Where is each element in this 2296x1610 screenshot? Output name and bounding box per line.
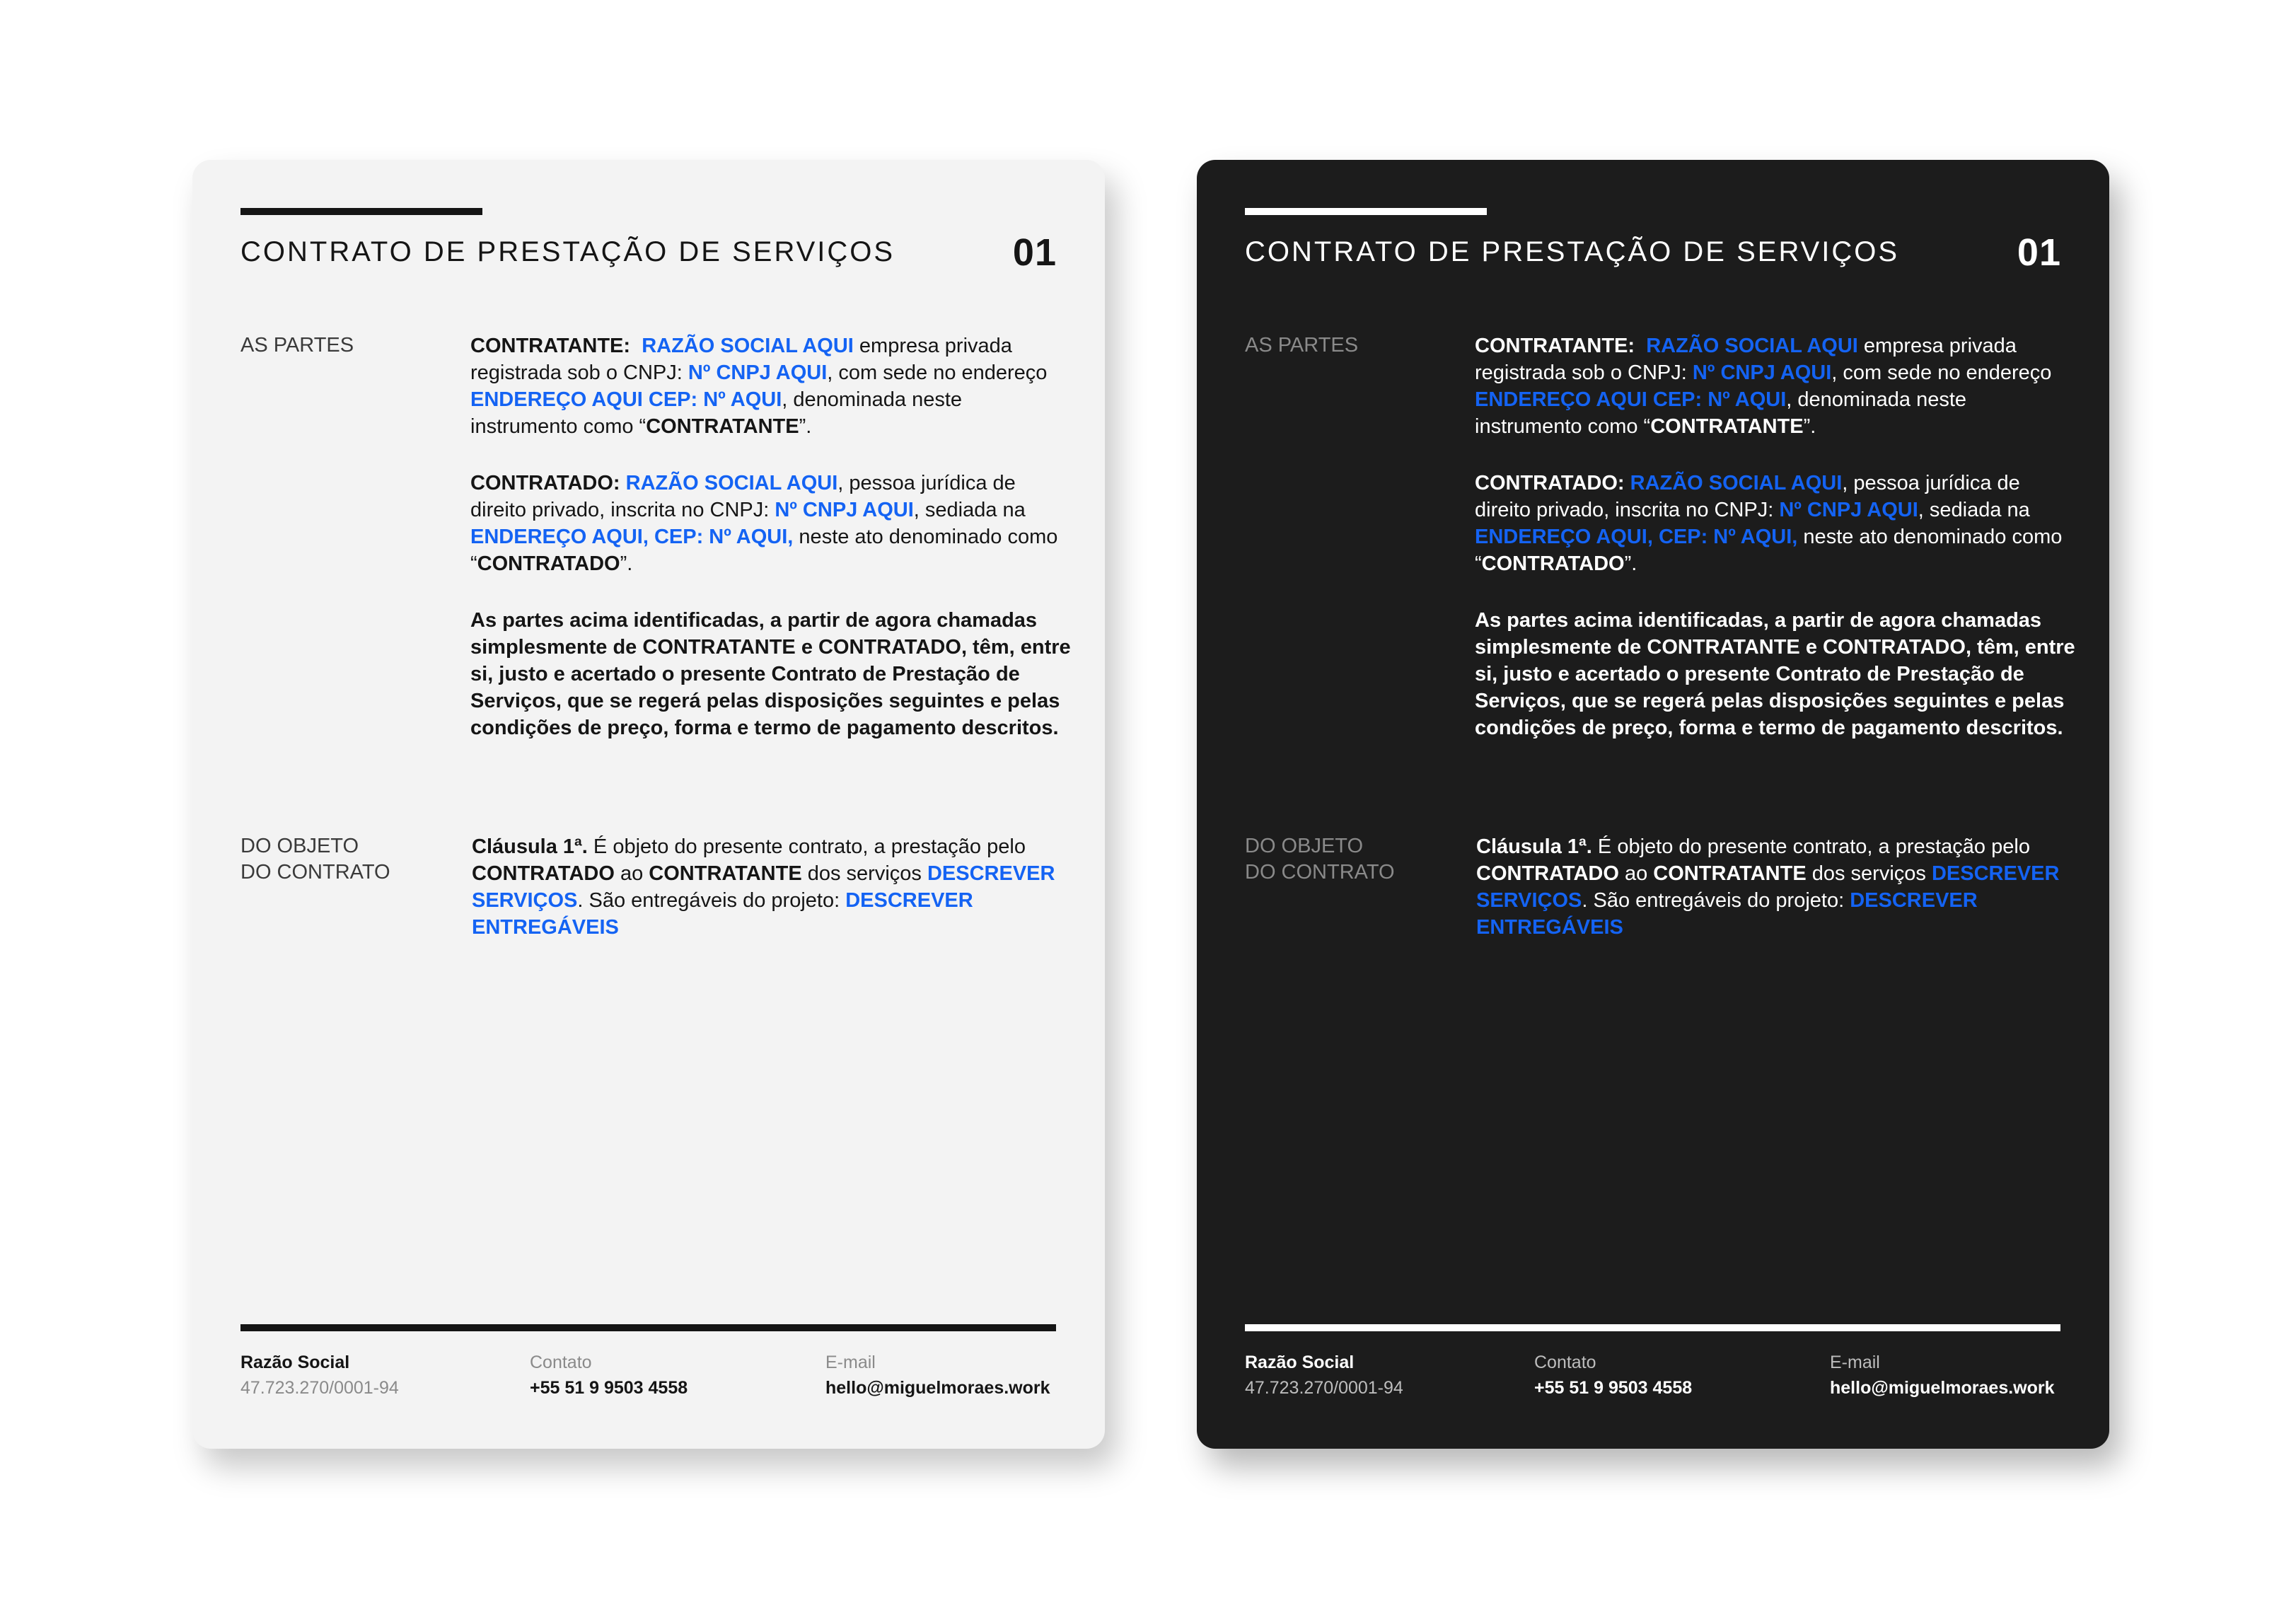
section-body-objeto xyxy=(1476,833,2077,941)
footer-rule xyxy=(240,1324,1056,1331)
footer-contato: Contato +55 51 9 9503 4558 xyxy=(1534,1353,1693,1398)
section-label-partes: AS PARTES xyxy=(1245,334,1359,357)
footer-contato: Contato +55 51 9 9503 4558 xyxy=(530,1353,688,1398)
section-label-objeto: DO OBJETO DO CONTRATO xyxy=(1245,835,1395,884)
footer-email: E-mail hello@miguelmoraes.work xyxy=(825,1353,1050,1398)
footer-razao-social: Razão Social 47.723.270/0001-94 xyxy=(240,1353,399,1398)
document-title: CONTRATO DE PRESTAÇÃO DE SERVIÇOS xyxy=(240,236,895,267)
document-title: CONTRATO DE PRESTAÇÃO DE SERVIÇOS xyxy=(1245,236,1900,267)
contratante-paragraph: CONTRATANTE: RAZÃO SOCIAL AQUI empresa privada registrada sob o CNPJ: Nº CNPJ AQUI, com sede no endereço ENDEREÇO AQUI CEP: Nº AQUI, denominada neste instrumento como “CONTRATANTE”. xyxy=(1475,335,2052,438)
section-label-objeto: DO OBJETO DO CONTRATO xyxy=(240,835,390,884)
document-number: 01 xyxy=(2017,231,2061,274)
header-rule xyxy=(240,208,482,215)
header-rule xyxy=(1245,208,1487,215)
footer-razao-social: Razão Social 47.723.270/0001-94 xyxy=(1245,1353,1403,1398)
contratado-paragraph: CONTRATADO: RAZÃO SOCIAL AQUI, pessoa jurídica de direito privado, inscrita no CNPJ: Nº CNPJ AQUI, sediada na ENDEREÇO AQUI, CEP: Nº AQUI, neste ato denominado como “CONTRATADO”. xyxy=(1475,472,2063,575)
partes-summary-paragraph: As partes acima identificadas, a partir de agora chamadas simplesmente de CONTRATANTE e CONTRATADO, têm, entre si, justo e acertado o presente Contrato de Prestação de Serviços, que se regerá pelas disposições seguintes e pelas condições de preço, forma e termo de pagamento descritos. xyxy=(1475,609,2075,739)
section-body-objeto xyxy=(472,833,1073,941)
contratado-paragraph: CONTRATADO: RAZÃO SOCIAL AQUI, pessoa jurídica de direito privado, inscrita no CNPJ: Nº CNPJ AQUI, sediada na ENDEREÇO AQUI, CEP: Nº AQUI, neste ato denominado como “CONTRATADO”. xyxy=(470,472,1058,575)
section-label-partes: AS PARTES xyxy=(240,334,354,357)
clausula-paragraph: Cláusula 1ª. É objeto do presente contrato, a prestação pelo CONTRATADO ao CONTRATANTE dos serviços DESCREVER SERVIÇOS. São entregáveis do projeto: DESCREVER ENTREGÁVEIS xyxy=(472,835,1055,939)
section-body-partes xyxy=(1475,332,2076,741)
clausula-paragraph: Cláusula 1ª. É objeto do presente contrato, a prestação pelo CONTRATADO ao CONTRATANTE dos serviços DESCREVER SERVIÇOS. São entregáveis do projeto: DESCREVER ENTREGÁVEIS xyxy=(1476,835,2060,939)
contract-page-light xyxy=(192,160,1105,1449)
footer-rule xyxy=(1245,1324,2060,1331)
section-body-partes xyxy=(470,332,1072,741)
contratante-paragraph: CONTRATANTE: RAZÃO SOCIAL AQUI empresa privada registrada sob o CNPJ: Nº CNPJ AQUI, com sede no endereço ENDEREÇO AQUI CEP: Nº AQUI, denominada neste instrumento como “CONTRATANTE”. xyxy=(470,335,1048,438)
footer-email: E-mail hello@miguelmoraes.work xyxy=(1830,1353,2055,1398)
contract-page-dark xyxy=(1197,160,2109,1449)
partes-summary-paragraph: As partes acima identificadas, a partir de agora chamadas simplesmente de CONTRATANTE e CONTRATADO, têm, entre si, justo e acertado o presente Contrato de Prestação de Serviços, que se regerá pelas disposições seguintes e pelas condições de preço, forma e termo de pagamento descritos. xyxy=(470,609,1071,739)
document-number: 01 xyxy=(1012,231,1057,274)
